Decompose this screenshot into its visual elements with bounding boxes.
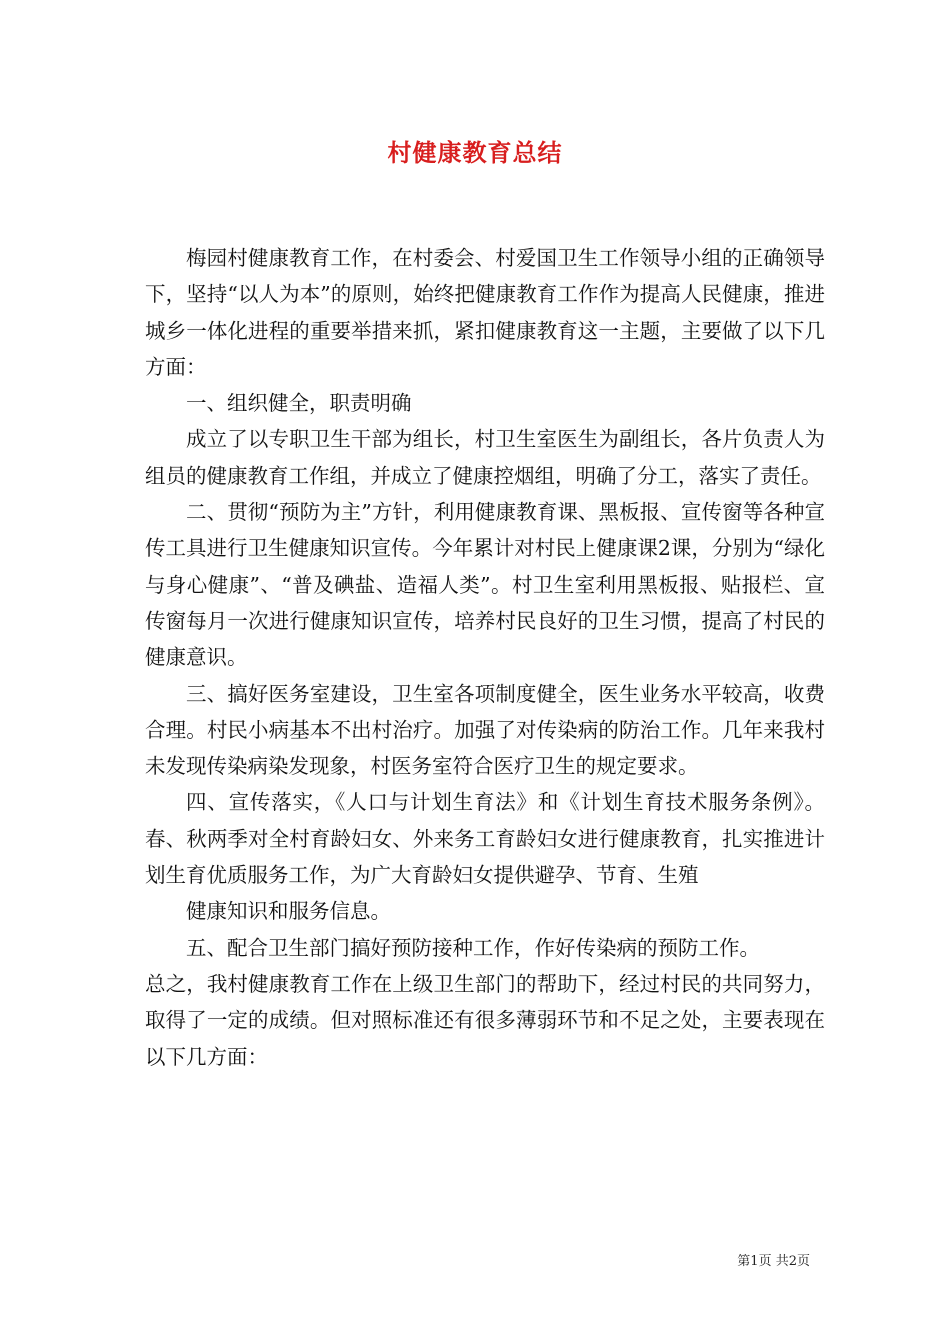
paragraph-section-4: 四、宣传落实，《人口与计划生育法》和《计划生育技术服务条例》。春、秋两季对全村育龄妇女、外来务工育龄妇女进行健康教育，扎实推进计划生育优质服务工作，为广大育龄妇女提供避孕、节育、生殖	[145, 790, 825, 888]
paragraph-intro: 梅园村健康教育工作，在村委会、村爱国卫生工作领导小组的正确领导下，坚持“以人为本”的原则，始终把健康教育工作作为提高人民健康，推进城乡一体化进程的重要举措来抓，紧扣健康教育这一主题，主要做了以下几方面：	[145, 246, 825, 379]
document-body	[145, 240, 825, 1075]
paragraph-section-3: 三、搞好医务室建设，卫生室各项制度健全，医生业务水平较高，收费合理。村民小病基本不出村治疗。加强了对传染病的防治工作。几年来我村未发现传染病染发现象，村医务室符合医疗卫生的规定要求。	[145, 681, 825, 779]
paragraph-section-4-continued: 健康知识和服务信息。	[186, 899, 391, 924]
footer-prefix: 第	[737, 1254, 751, 1269]
section-heading-1: 一、组织健全，职责明确	[186, 391, 412, 416]
paragraph-conclusion: 总之，我村健康教育工作在上级卫生部门的帮助下，经过村民的共同努力，取得了一定的成绩。但对照标准还有很多薄弱环节和不足之处，主要表现在以下几方面：	[145, 971, 825, 1069]
footer-total-pages: 2	[788, 1254, 797, 1269]
footer-current-page: 1	[750, 1254, 759, 1269]
paragraph-section-5: 五、配合卫生部门搞好预防接种工作，作好传染病的预防工作。	[186, 935, 760, 960]
document-title: 村健康教育总结	[387, 138, 563, 167]
footer-suffix: 页	[796, 1254, 810, 1269]
footer-middle: 页 共	[758, 1254, 789, 1269]
page-number-footer	[737, 1250, 810, 1269]
paragraph-section-2: 二、贯彻“预防为主”方针，利用健康教育课、黑板报、宣传窗等各种宣传工具进行卫生健康知识宣传。今年累计对村民上健康课2课，分别为“绿化与身心健康”、“普及碘盐、造福人类”。村卫生室利用黑板报、贴报栏、宣传窗每月一次进行健康知识宣传，培养村民良好的卫生习惯，提高了村民的健康意识。	[145, 500, 825, 670]
paragraph-section-1: 成立了以专职卫生干部为组长，村卫生室医生为副组长，各片负责人为组员的健康教育工作组，并成立了健康控烟组，明确了分工，落实了责任。	[145, 427, 825, 488]
